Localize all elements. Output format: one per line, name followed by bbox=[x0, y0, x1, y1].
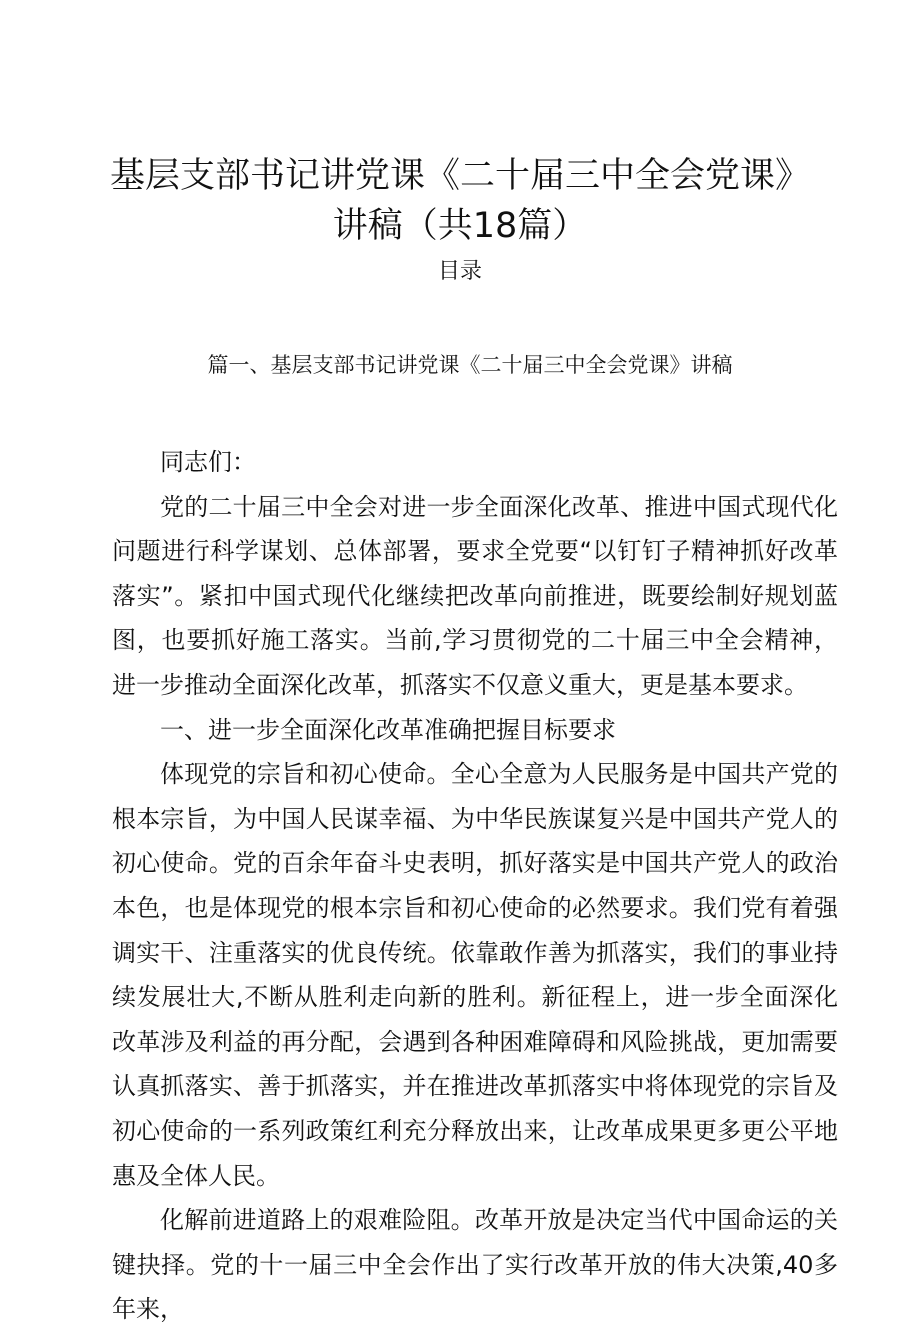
section-heading: 一、进一步全面深化改革准确把握目标要求 bbox=[160, 715, 616, 744]
greeting-paragraph: 同志们： bbox=[160, 448, 256, 476]
toc-heading: 目录 bbox=[437, 259, 482, 284]
document-body bbox=[112, 440, 838, 1332]
body-paragraph: 化解前进道路上的艰难险阻。改革开放是决定当代中国命运的关键抉择。党的十一届三中全会作出了实行改革开放的伟大决策,40多年来， bbox=[112, 1206, 838, 1324]
document-title: 基层支部书记讲党课《二十届三中全会党课》讲稿（共18篇） bbox=[109, 156, 810, 247]
body-paragraph: 党的二十届三中全会对进一步全面深化改革、推进中国式现代化问题进行科学谋划、总体部署，要求全党要“以钉钉子精神抓好改革落实”。紧扣中国式现代化继续把改革向前推进，既要绘制好规划蓝图，也要抓好施工落实。当前,学习贯彻党的二十届三中全会精神，进一步推动全面深化改革，抓落实不仅意义重大，更是基本要求。 bbox=[112, 492, 838, 699]
body-paragraph: 体现党的宗旨和初心使命。全心全意为人民服务是中国共产党的根本宗旨，为中国人民谋幸福、为中华民族谋复兴是中国共产党人的初心使命。党的百余年奋斗史表明，抓好落实是中国共产党人的政治本色，也是体现党的根本宗旨和初心使命的必然要求。我们党有着强调实干、注重落实的优良传统。依靠敢作善为抓落实，我们的事业持续发展壮大,不断从胜利走向新的胜利。新征程上，进一步全面深化改革涉及利益的再分配，会遇到各种困难障碍和风险挑战，更加需要认真抓落实、善于抓落实，并在推进改革抓落实中将体现党的宗旨及初心使命的一系列政策红利充分释放出来，让改革成果更多更公平地惠及全体人民。 bbox=[112, 760, 838, 1190]
toc-item-1[interactable]: 篇一、基层支部书记讲党课《二十届三中全会党课》讲稿 bbox=[207, 353, 733, 377]
